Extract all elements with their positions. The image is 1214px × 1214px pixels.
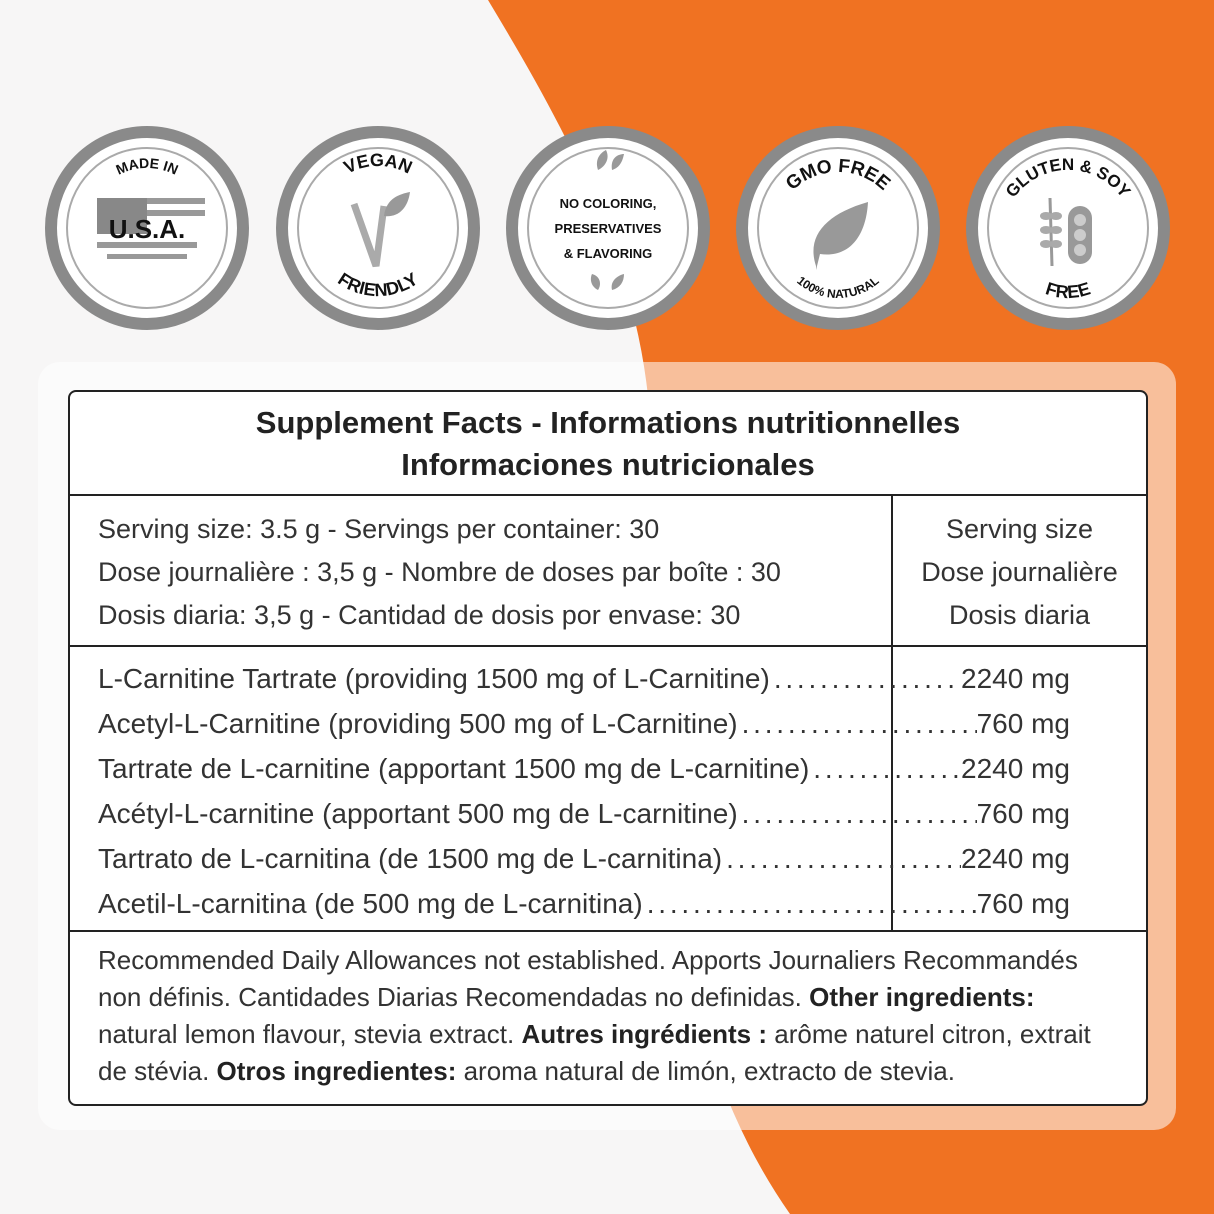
ingredient-row bbox=[98, 791, 1070, 836]
serving-info bbox=[98, 508, 781, 637]
ingredient-amount: 2240 mg bbox=[961, 753, 1070, 784]
badge-no-coloring bbox=[506, 126, 710, 330]
ingredient-name: Tartrato de L-carnitina (de 1500 mg de L-carnitina) bbox=[98, 843, 723, 874]
title-line-1: Supplement Facts - Informations nutritionnelles bbox=[255, 405, 961, 440]
ingredient-row bbox=[98, 656, 1070, 701]
ingredient-row bbox=[98, 701, 1070, 746]
ingredient-row bbox=[98, 881, 1070, 926]
badge-line-1: NO COLORING, bbox=[559, 196, 657, 211]
facts-title bbox=[70, 402, 1146, 486]
serving-header-es: Dosis diaria bbox=[948, 600, 1091, 630]
badge-top-text: VEGAN bbox=[340, 149, 416, 178]
other-ingredients-label: Other ingredients: bbox=[809, 982, 1035, 1012]
badge-vegan-friendly bbox=[276, 126, 480, 330]
badge-bottom-text: 100% NATURAL bbox=[794, 273, 882, 302]
ingredient-name: Acétyl-L-carnitine (apportant 500 mg de L-carnitine) bbox=[98, 798, 738, 829]
serving-header-fr: Dose journalière bbox=[921, 557, 1118, 587]
ingredient-name: L-Carnitine Tartrate (providing 1500 mg of L-Carnitine) bbox=[98, 663, 770, 694]
badge-center-text: U.S.A. bbox=[108, 214, 186, 244]
serving-header bbox=[893, 508, 1146, 637]
ingredient-amount: 2240 mg bbox=[961, 843, 1070, 874]
ingredient-amount: 760 mg bbox=[976, 798, 1070, 829]
serving-fr: Dose journalière : 3,5 g - Nombre de doses par boîte : 30 bbox=[98, 557, 781, 587]
rda-note: Recommended Daily Allowances not established. Apports Journaliers Recommandés non définis. Cantidades Diarias Recomendadas no definidas. bbox=[98, 945, 1078, 1012]
ingredient-amount: 760 mg bbox=[976, 708, 1070, 739]
badge-gmo-free bbox=[736, 126, 940, 330]
ingredient-name: Acetil-L-carnitina (de 500 mg de L-carnitina) bbox=[98, 888, 643, 919]
divider bbox=[70, 645, 1146, 647]
ingredient-name: Acetyl-L-Carnitine (providing 500 mg of L-Carnitine) bbox=[98, 708, 738, 739]
title-line-2: Informaciones nutricionales bbox=[401, 447, 815, 482]
otros-ingredientes-text: aroma natural de limón, extracto de stevia. bbox=[463, 1056, 955, 1086]
serving-es: Dosis diaria: 3,5 g - Cantidad de dosis por envase: 30 bbox=[98, 600, 741, 630]
badge-made-in-usa bbox=[45, 126, 249, 330]
other-ingredients-text: natural lemon flavour, stevia extract. bbox=[98, 1019, 515, 1049]
badge-top-text: GLUTEN & SOY bbox=[1001, 154, 1135, 201]
badge-line-3: & FLAVORING bbox=[563, 246, 653, 261]
badge-bottom-text: FRIENDLY bbox=[334, 268, 422, 301]
autres-ingredients-label: Autres ingrédients : bbox=[521, 1019, 768, 1049]
autres-ingredients-text: arôme naturel citron, extrait de stévia. bbox=[98, 1019, 1091, 1086]
serving-header-en: Serving size bbox=[945, 514, 1094, 544]
ingredient-name: Tartrate de L-carnitine (apportant 1500 mg de L-carnitine) bbox=[98, 753, 810, 784]
supplement-facts-table bbox=[68, 390, 1148, 1106]
ingredient-list bbox=[98, 656, 1070, 926]
divider bbox=[70, 930, 1146, 932]
divider bbox=[70, 494, 1146, 496]
ingredient-amount: 760 mg bbox=[976, 888, 1070, 919]
serving-en: Serving size: 3.5 g - Servings per container: 30 bbox=[98, 514, 660, 544]
badge-bottom-text: FREE bbox=[1043, 278, 1093, 303]
badge-gluten-soy-free bbox=[966, 126, 1170, 330]
ingredient-row bbox=[98, 746, 1070, 791]
otros-ingredientes-label: Otros ingredientes: bbox=[216, 1056, 457, 1086]
badge-top-text: MADE IN bbox=[113, 154, 181, 178]
ingredient-amount: 2240 mg bbox=[961, 663, 1070, 694]
badge-line-2: PRESERVATIVES bbox=[554, 221, 662, 236]
badge-top-text: GMO FREE bbox=[782, 155, 895, 195]
facts-footer bbox=[98, 942, 1116, 1090]
ingredient-row bbox=[98, 836, 1070, 881]
